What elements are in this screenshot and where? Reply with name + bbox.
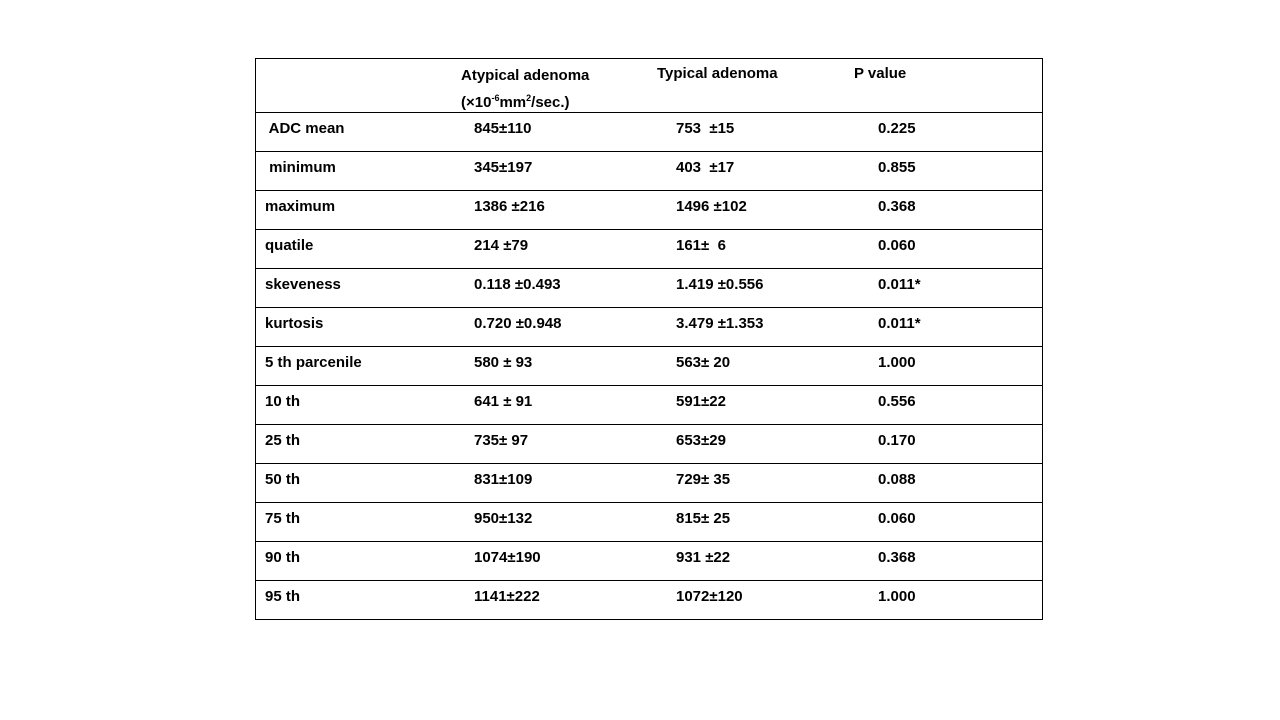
- typical-value: 1.419 ±0.556: [676, 276, 764, 293]
- header-p-value: P value: [854, 65, 907, 82]
- p-value: 0.855: [878, 159, 916, 176]
- p-value: 0.225: [878, 120, 916, 137]
- p-value: 0.060: [878, 510, 916, 527]
- typical-value: 563± 20: [676, 354, 731, 371]
- row-label: minimum: [265, 159, 336, 176]
- header-atypical-adenoma: [461, 65, 589, 114]
- atypical-value: 831±109: [474, 471, 533, 488]
- row-label: 25 th: [265, 432, 301, 449]
- unit-mid: mm: [499, 94, 527, 111]
- row-label: 50 th: [265, 471, 301, 488]
- row-label: skeveness: [265, 276, 341, 293]
- typical-value: 1496 ±102: [676, 198, 747, 215]
- row-label: 5 th parcenile: [265, 354, 362, 371]
- p-value: 0.060: [878, 237, 916, 254]
- table-row: [256, 542, 1042, 581]
- unit-suffix: /sec.): [531, 94, 570, 111]
- row-label: quatile: [265, 237, 314, 254]
- row-label: ADC mean: [265, 120, 345, 137]
- row-label: 90 th: [265, 549, 301, 566]
- atypical-value: 345±197: [474, 159, 533, 176]
- table-row: [256, 425, 1042, 464]
- header-atypical-title: Atypical adenoma: [461, 67, 590, 84]
- row-label: kurtosis: [265, 315, 324, 332]
- table-row: [256, 269, 1042, 308]
- typical-value: 591±22: [676, 393, 726, 410]
- typical-value: 729± 35: [676, 471, 731, 488]
- atypical-value: 1074±190: [474, 549, 541, 566]
- typical-value: 931 ±22: [676, 549, 731, 566]
- table-row: [256, 581, 1042, 620]
- table-row: [256, 308, 1042, 347]
- table-row: [256, 464, 1042, 503]
- table-row: [256, 230, 1042, 269]
- row-label: 95 th: [265, 588, 301, 605]
- unit-exp-2: 2: [526, 93, 532, 103]
- atypical-value: 0.720 ±0.948: [474, 315, 562, 332]
- p-value: 0.368: [878, 198, 916, 215]
- table-header-row: [256, 59, 1042, 113]
- table-row: [256, 347, 1042, 386]
- unit-exp-1: -6: [491, 93, 500, 103]
- p-value: 1.000: [878, 588, 916, 605]
- data-table: [255, 58, 1043, 620]
- header-typical-adenoma: Typical adenoma: [657, 65, 778, 82]
- table-body: [256, 113, 1042, 620]
- p-value: 0.011*: [878, 276, 921, 293]
- atypical-value: 1386 ±216: [474, 198, 545, 215]
- atypical-value: 1141±222: [474, 588, 540, 605]
- typical-value: 161± 6: [676, 237, 726, 254]
- atypical-value: 950±132: [474, 510, 533, 527]
- table-row: [256, 503, 1042, 542]
- header-unit: [461, 94, 570, 111]
- atypical-value: 641 ± 91: [474, 393, 533, 410]
- table-row: [256, 386, 1042, 425]
- typical-value: 1072±120: [676, 588, 743, 605]
- typical-value: 403 ±17: [676, 159, 735, 176]
- table-row: [256, 152, 1042, 191]
- atypical-value: 214 ±79: [474, 237, 529, 254]
- typical-value: 653±29: [676, 432, 726, 449]
- atypical-value: 580 ± 93: [474, 354, 533, 371]
- p-value: 0.368: [878, 549, 916, 566]
- row-label: maximum: [265, 198, 336, 215]
- table-row: [256, 113, 1042, 152]
- p-value: 0.170: [878, 432, 916, 449]
- atypical-value: 735± 97: [474, 432, 529, 449]
- p-value: 1.000: [878, 354, 916, 371]
- unit-prefix: (×10: [461, 94, 492, 111]
- row-label: 10 th: [265, 393, 301, 410]
- typical-value: 753 ±15: [676, 120, 735, 137]
- atypical-value: 845±110: [474, 120, 532, 137]
- p-value: 0.088: [878, 471, 916, 488]
- row-label: 75 th: [265, 510, 301, 527]
- table-row: [256, 191, 1042, 230]
- p-value: 0.011*: [878, 315, 921, 332]
- p-value: 0.556: [878, 393, 916, 410]
- typical-value: 3.479 ±1.353: [676, 315, 764, 332]
- atypical-value: 0.118 ±0.493: [474, 276, 561, 293]
- typical-value: 815± 25: [676, 510, 731, 527]
